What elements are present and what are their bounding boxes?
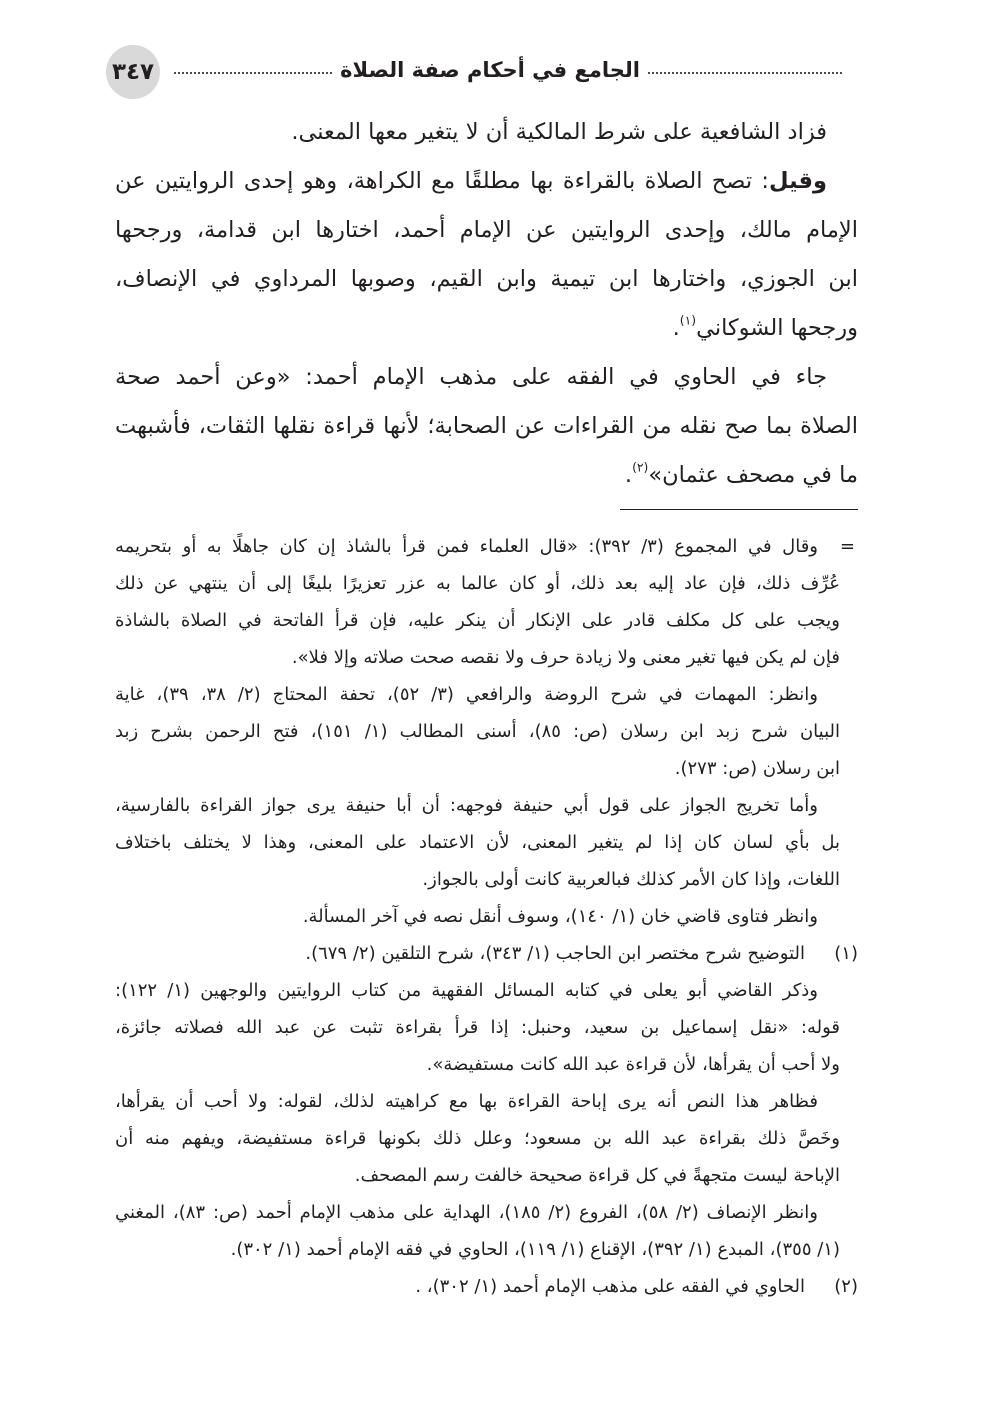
- page-number: ٣٤٧: [111, 59, 155, 85]
- footnote-paragraph: [115, 787, 858, 898]
- text-line: الصلاة بما صح نقله من القراءات عن الصحابة؛ لأنها قراءة نقلها الثقات، فأشبهت: [115, 413, 858, 439]
- footnote-line: (١/ ٣٥٥)، المبدع (١/ ٣٩٢)، الإقناع (١/ ١١٩)، الحاوي في فقه الإمام أحمد (١/ ٣٠٢).: [230, 1239, 840, 1260]
- text-segment: وقال في المجموع (٣/ ٣٩٢): «قال العلماء فمن قرأ بالشاذ إن كان جاهلًا به أو بتحريمه: [115, 536, 818, 557]
- footnote-paragraph: [115, 972, 858, 1083]
- footnote-line: وانظر الإنصاف (٢/ ٥٨)، الفروع (٢/ ١٨٥)، الهداية على مذهب الإمام أحمد (ص: ٨٣)، المغني: [115, 1202, 818, 1223]
- footnote-continuation-marker: =: [839, 536, 855, 557]
- footnote-line: وخَصَّ ذلك بقراءة عبد الله بن مسعود؛ وعلل ذلك بكونها قراءة مستفيضة، ويفهم منه أن: [115, 1128, 840, 1149]
- footnote-1: [115, 935, 858, 1268]
- running-head: [174, 52, 842, 88]
- footnote-line: عُرِّف ذلك، فإن عاد إليه بعد ذلك، أو كان عالما به عزر تعزيرًا بليغًا إلى أن ينتهي عن ذلك: [115, 573, 840, 594]
- text-segment: التوضيح شرح مختصر ابن الحاجب (١/ ٣٤٣)، شرح التلقين (٢/ ٦٧٩).: [305, 943, 805, 964]
- main-text: [115, 108, 858, 500]
- text-segment: الحاوي في الفقه على مذهب الإمام أحمد (١/ ٣٠٢)، .: [415, 1276, 805, 1297]
- page-number-badge: [106, 45, 160, 99]
- text-segment: : تصح الصلاة بالقراءة بها مطلقًا مع الكراهة، وهو إحدى الروايتين عن: [115, 168, 769, 194]
- text-line: جاء في الحاوي في الفقه على مذهب الإمام أحمد: «وعن أحمد صحة: [115, 364, 827, 390]
- footnote-line: وانظر: المهمات في شرح الروضة والرافعي (٣/ ٥٢)، تحفة المحتاج (٢/ ٣٨، ٣٩)، غاية: [115, 684, 818, 705]
- text-segment: .: [672, 315, 680, 341]
- dotted-leader-right: [648, 72, 842, 74]
- paragraph: [115, 353, 858, 500]
- text-segment: ورجحها الشوكاني: [696, 315, 858, 341]
- footnote-line: وانظر فتاوى قاضي خان (١/ ١٤٠)، وسوف أنقل نصه في آخر المسألة.: [302, 906, 818, 927]
- text-line: [115, 451, 858, 500]
- footnote-paragraph: [115, 676, 858, 787]
- footnote-line: بل بأي لسان كان إذا لم يتغير المعنى، لأن الاعتماد على المعنى، وهذا لا يختلف باختلاف: [115, 832, 840, 853]
- book-title: الجامع في أحكام صفة الصلاة: [340, 58, 640, 82]
- lead-term: وقيل: [769, 168, 827, 194]
- footnote-line: [115, 1268, 858, 1305]
- text-line: [115, 157, 858, 206]
- footnote-line: ولا أحب أن يقرأها، لأن قراءة عبد الله كانت مستفيضة».: [426, 1054, 840, 1075]
- text-line: [115, 304, 858, 353]
- footnote-number: (١): [834, 943, 858, 964]
- text-segment: .: [624, 462, 633, 488]
- paragraph: [115, 157, 858, 353]
- footnote-continued: [115, 528, 858, 935]
- footnote-line: ويجب على كل مكلف قادر على الإنكار أن ينكر عليه، فإن قرأ الفاتحة في الصلاة بالشاذة: [115, 610, 840, 631]
- footnote-2: [115, 1268, 858, 1305]
- footnote-paragraph: [115, 1194, 858, 1268]
- footnote-line: فإن لم يكن فيها تغير معنى ولا زيادة حرف ولا نقصه صحت صلاته وإلا فلا».: [291, 647, 840, 668]
- text-segment: ما في مصحف عثمان»: [648, 462, 858, 488]
- footnote-line: [115, 528, 858, 565]
- footnote-line: قوله: «نقل إسماعيل بن سعيد، وحنبل: إذا قرأ بقراءة تثبت عن عبد الله فصلاته جائزة،: [115, 1017, 840, 1038]
- footnote-number: (٢): [834, 1276, 858, 1297]
- footnote-line: اللغات، وإذا كان الأمر كذلك فبالعربية كانت أولى بالجواز.: [422, 869, 840, 890]
- text-line: الإمام مالك، وإحدى الروايتين عن الإمام أحمد، اختارها ابن قدامة، ورجحها: [115, 217, 858, 243]
- text-line: ابن الجوزي، واختارها ابن تيمية وابن القيم، وصوبها المرداوي في الإنصاف،: [115, 266, 858, 292]
- footnotes: [115, 528, 858, 1305]
- footnote-paragraph: [115, 1268, 858, 1305]
- footnote-ref-2[interactable]: (٢): [632, 460, 649, 475]
- text-line: فزاد الشافعية على شرط المالكية أن لا يتغير معها المعنى.: [291, 119, 827, 145]
- paragraph: [115, 108, 858, 157]
- footnote-line: البيان شرح زبد ابن رسلان (ص: ٨٥)، أسنى المطالب (١/ ١٥١)، فتح الرحمن بشرح زبد: [115, 721, 840, 742]
- dotted-leader-left: [174, 72, 332, 74]
- footnote-line: ابن رسلان (ص: ٢٧٣).: [674, 758, 840, 779]
- footnote-paragraph: [115, 528, 858, 676]
- footnote-line: فظاهر هذا النص أنه يرى إباحة القراءة بها مع كراهيته لذلك، لقوله: ولا أحب أن يقرأها،: [115, 1091, 818, 1112]
- footnote-line: [115, 935, 858, 972]
- footnote-paragraph: [115, 1083, 858, 1194]
- footnote-line: وأما تخريج الجواز على قول أبي حنيفة فوجهه: أن أبا حنيفة يرى جواز القراءة بالفارسية،: [115, 795, 818, 816]
- footnote-line: وذكر القاضي أبو يعلى في كتابه المسائل الفقهية من كتاب الروايتين والوجهين (١/ ١٢٢):: [115, 980, 818, 1001]
- footnote-line: الإباحة ليست متجهةً في كل قراءة صحيحة خالفت رسم المصحف.: [354, 1165, 840, 1186]
- footnote-ref-1[interactable]: (١): [679, 313, 697, 328]
- footnote-paragraph: [115, 898, 858, 935]
- footnote-separator: [620, 509, 858, 510]
- footnote-paragraph: [115, 935, 858, 972]
